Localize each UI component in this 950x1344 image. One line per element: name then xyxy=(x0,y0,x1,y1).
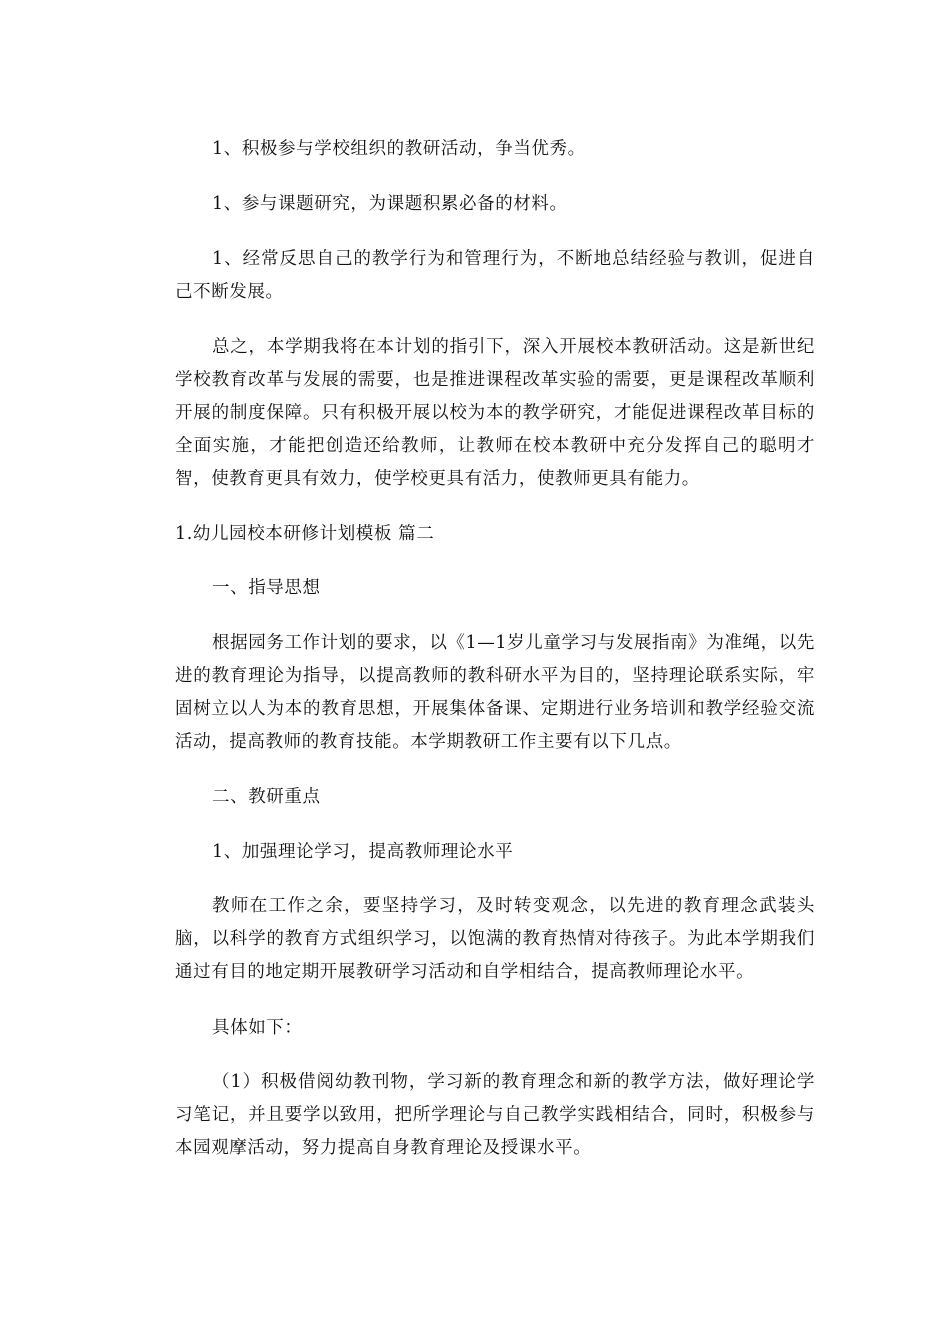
paragraph-activity: 1、积极参与学校组织的教研活动，争当优秀。 xyxy=(212,139,586,159)
paragraph-summary: 总之，本学期我将在本计划的指引下，深入开展校本教研活动。这是新世纪学校教育改革与发展的需要，也是推进课程改革实验的需要，更是课程改革顺利开展的制度保障。只有积极开展以校为本的教学研究，才能促进课程改革目标的全面实施，才能把创造还给教师，让教师在校本教研中充分发挥自己的聪明才智，使教育更具有效力，使学校更具有活力，使教师更具有能力。 xyxy=(175,337,815,489)
paragraph-reflection: 1、经常反思自己的教学行为和管理行为，不断地总结经验与教训，促进自己不断发展。 xyxy=(175,249,815,302)
heading-guiding-thought: 一、指导思想 xyxy=(212,578,321,598)
heading-theory-study: 1、加强理论学习，提高教师理论水平 xyxy=(212,842,514,862)
paragraph-item-1: （1）积极借阅幼教刊物，学习新的教育理念和新的教学方法，做好理论学习笔记，并且要学以致用，把所学理论与自己教学实践相结合，同时，积极参与本园观摩活动，努力提高自身教育理论及授课水平。 xyxy=(175,1072,815,1158)
heading-research-focus: 二、教研重点 xyxy=(212,787,321,807)
paragraph-guiding-thought: 根据园务工作计划的要求，以《1—1岁儿童学习与发展指南》为准绳，以先进的教育理论为指导，以提高教师的教科研水平为目的，坚持理论联系实际，牢固树立以人为本的教育思想，开展集体备课、定期进行业务培训和教学经验交流活动，提高教师的教育技能。本学期教研工作主要有以下几点。 xyxy=(175,633,815,752)
paragraph-details: 具体如下： xyxy=(212,1018,303,1038)
paragraph-theory-study: 教师在工作之余，要坚持学习，及时转变观念，以先进的教育理念武装头脑，以科学的教育方式组织学习，以饱满的教育热情对待孩子。为此本学期我们通过有目的地定期开展教研学习活动和自学相结合，提高教师理论水平。 xyxy=(175,896,815,982)
section-title: 1.幼儿园校本研修计划模板 篇二 xyxy=(175,524,435,544)
paragraph-research: 1、参与课题研究，为课题积累必备的材料。 xyxy=(212,194,568,214)
